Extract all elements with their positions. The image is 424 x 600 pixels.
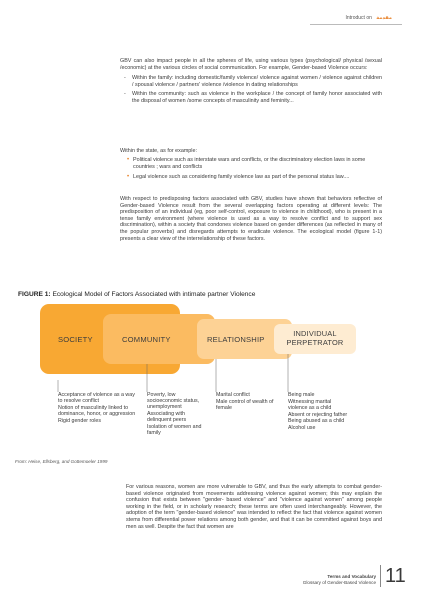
header-arabic: مقدمة: [376, 15, 392, 21]
factors-relationship: [216, 392, 282, 412]
level-label: RELATIONSHIP: [207, 334, 265, 344]
intro-paragraph: GBV can also impact people in all the spheres of life, using various types (psychological/ physical /sexual /economic) at the various circles of social communication. For example, Gender-based Violence occurs:: [120, 58, 382, 71]
level-label: COMMUNITY: [122, 334, 171, 344]
list-item: Poverty, low socioeconomic status, unemployment: [147, 392, 200, 411]
figure-source: From: Heise, Ellsberg, and Gottemoeler 1999: [15, 459, 108, 464]
header-section: Introduct on: [345, 15, 372, 21]
list-item: Alcohol use: [288, 425, 316, 432]
footer-subtitle: Glossary of Gender-Based Violence: [302, 579, 376, 585]
state-label: Within the state, as for example:: [120, 148, 198, 154]
factors-society: [58, 392, 138, 425]
list-item: Being abused as a child: [288, 418, 345, 425]
list-item: Male control of wealth of female: [216, 398, 274, 411]
closing-paragraph: For various reasons, women are more vulnerable to GBV, and thus the early attempts to combat gender-based violence originated from movements addressing violence against women; this may explain the confusion that exists between "gender- based violence" and "violence against women" among people working in the field, or in scholarly research; these terms are often used interchangeably. However, the adoption of the term "gender-based violence" was intended to reflect the fact that violence against women stems from differential power relations among both gender, and that it can be committed against boys and men as well. Despite the fact that women are: [126, 484, 382, 530]
list-item: • Political violence such as interstate wars and conflicts, or the discriminatory election laws in some countries ; wars and conflicts: [128, 157, 382, 170]
level-label: INDIVIDUAL PERPETRATOR: [286, 329, 344, 347]
factors-community: [147, 392, 207, 437]
list-item: Being male: [288, 392, 315, 398]
footer: [303, 574, 376, 585]
figure-caption: Ecological Model of Factors Associated with intimate partner Violence: [52, 291, 256, 298]
list-item: Acceptance of violence as a way to resolve conflict: [58, 392, 135, 405]
figure-label: FIGURE 1:: [18, 291, 51, 298]
predisposing-paragraph: With respect to predisposing factors associated with GBV, studies have shown that behaviors reflective of Gender-based Violence result from the several overlapping factors operating at different levels: The predisposition of an individual (eg, poor self-control, exposure to violence in childhood), who is present in a tense family environment (where violence is used as a way to resolve conflict and to support sex discrimination), within a society that condones violence based on gender differences (as reflected in many of the popular proverbs) and disregards attempts to eradicate violence. The ecological model (figure 1-1) presents a clear view of the interrelationship of these factors.: [120, 196, 382, 242]
list-item: Witnessing marital violence as a child: [288, 398, 332, 411]
list-item: Associating with delinquent peers: [147, 411, 187, 424]
list-item: Isolation of women and family: [147, 424, 202, 437]
list-item: Rigid gender roles: [58, 417, 101, 424]
level-label: SOCIETY: [58, 334, 93, 344]
list-item: - Within the family: including domestic/family violence/ violence against women / violence against children / spousal violence / partners' violence /violence in dating relationships: [132, 75, 382, 88]
page-number: 11: [380, 565, 406, 587]
list-item: - Within the community: such as violence in the workplace / the concept of family honor associated with the disposal of women /some concepts of masculinity and feminity...: [132, 91, 382, 104]
factors-individual: [288, 392, 352, 432]
list-item: Absent or rejecting father: [288, 411, 348, 418]
footer-title: Terms and Vocabulary: [327, 574, 376, 579]
list-item: • Legal violence such as considering family violence law as part of the personal status law....: [128, 174, 382, 181]
list-item: Notion of masculinity linked to dominance, honor, or aggression: [58, 404, 136, 418]
list-item: Marital conflict: [216, 392, 250, 398]
